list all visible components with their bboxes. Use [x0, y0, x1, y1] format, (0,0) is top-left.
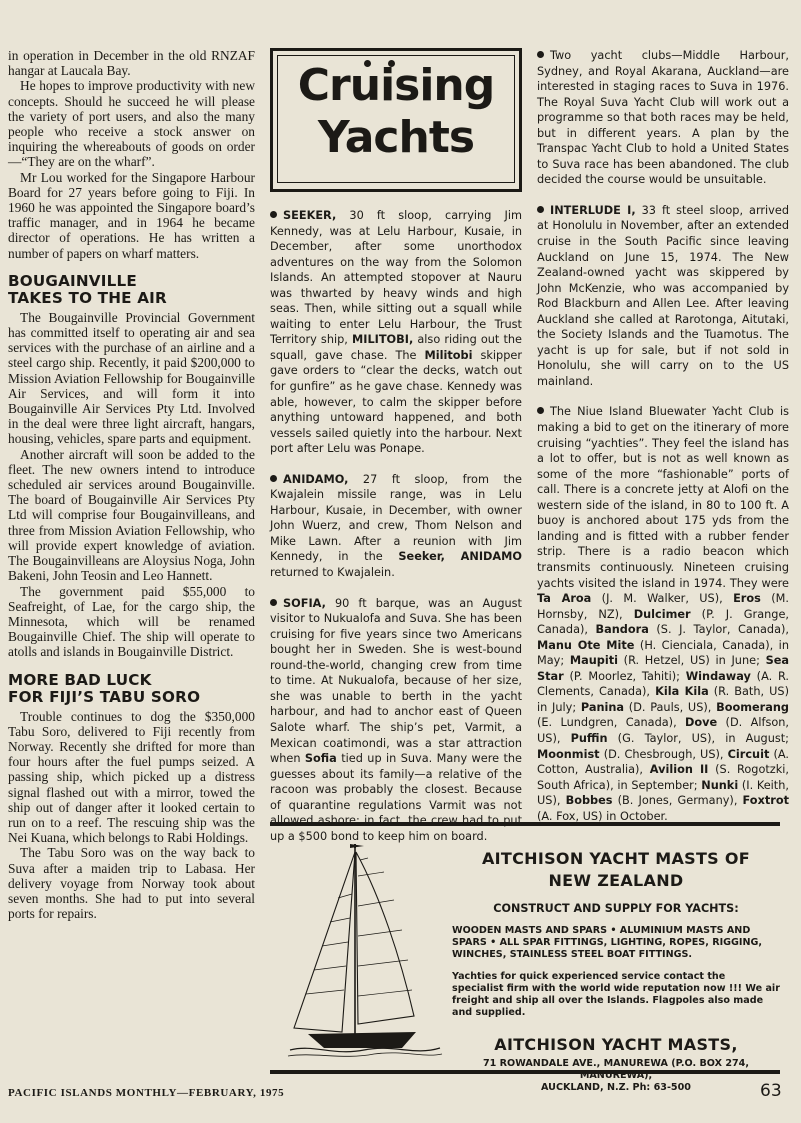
- yacht-name: Ta Aroa: [537, 592, 592, 606]
- ad-company-name: AITCHISON YACHT MASTS,: [494, 1035, 738, 1054]
- section-heading-tabu-soro: [8, 672, 255, 706]
- title-word-yachts: Yachts: [317, 112, 475, 163]
- ad-products: WOODEN MASTS AND SPARS • ALUMINIUM MASTS AND SPARS • ALL SPAR FITTINGS, LIGHTING, ROPES, RIGGING, WINCHES, STAINLESS STEEL BOAT FITTINGS.: [452, 925, 763, 960]
- publication-footer: PACIFIC ISLANDS MONTHLY—FEBRUARY, 1975: [8, 1087, 285, 1099]
- yacht-name: Moonmist: [537, 747, 600, 761]
- middle-column: [270, 48, 522, 844]
- paragraph: The Bougainville Provincial Government has committed itself to operating air and sea services with the purchase of an airline and a steel cargo ship. Recently, it paid $200,000 to Mission Aviation Fellowship for Bougainville Air Services, and will form it into Bougainville Air Services Pty Ltd. Involved in the deal were three light aircraft, hangars, housing, vehicles, spare parts and equipment.: [8, 309, 255, 447]
- ad-address: [452, 1058, 780, 1094]
- item-yacht-clubs: [537, 48, 789, 188]
- cruising-yachts-title-inner: [277, 55, 515, 183]
- yacht-name: Manu Ote Mite: [537, 638, 635, 652]
- paragraph: in operation in December in the old RNZAF hangar at Laucala Bay.: [8, 48, 255, 79]
- ad-title-line: NEW ZEALAND: [548, 871, 684, 890]
- yacht-name: Bandora: [595, 623, 649, 637]
- yacht-name: Kila Kila: [655, 685, 709, 699]
- ad-address-line: AUCKLAND, N.Z. Ph: 63-500: [541, 1082, 691, 1093]
- yacht-name: Sofia: [304, 752, 337, 766]
- item-text: (R. Hetzel, US) in June;: [617, 654, 766, 668]
- heading-line: MORE BAD LUCK: [8, 670, 152, 689]
- yacht-name: ANIDAMO: [460, 550, 523, 564]
- heading-line: TAKES TO THE AIR: [8, 288, 167, 307]
- item-text: (I. Keith, US),: [537, 778, 789, 808]
- page-number: 63: [760, 1081, 782, 1101]
- paragraph: The government paid $55,000 to Seafreight, of Lae, for the cargo ship, the Minnesota, which will be renamed Bougainville Chief. The ship will operate to atolls and islands in Bougainville District.: [8, 583, 255, 660]
- item-text: (G. Taylor, US), in August;: [607, 731, 789, 745]
- paragraph: Trouble continues to dog the $350,000 Tabu Soro, delivered to Fiji recently from Norway. Recently she drifted for more than four hours after the fuel pumps seized. A passing ship, which picked up a distress signal flashed out with a mirror, towed the ship out of danger after it looked certain to run on to a reef. The rescuing ship was the Nei Kuana, which belongs to Rabi Holdings.: [8, 708, 255, 846]
- item-text: (M. Hornsby, NZ),: [537, 592, 789, 621]
- item-anidamo: [270, 472, 522, 581]
- yacht-name: Panina: [580, 700, 625, 714]
- yacht-name: Circuit: [727, 747, 770, 761]
- bullet-icon: [270, 599, 277, 606]
- yacht-name: Boomerang: [716, 700, 789, 714]
- item-text: (S. Rogotzki, South Africa), in September;: [537, 763, 789, 792]
- yacht-name: Bobbes: [565, 794, 613, 808]
- paragraph: Mr Lou worked for the Singapore Harbour Board for 27 years before going to Fiji. In 1960 he was appointed the Singapore board’s traffic manager, and in 1964 he became director of operations. He has written a number of papers on wharf matters.: [8, 169, 255, 261]
- yacht-name: Dulcimer: [633, 607, 691, 621]
- item-text: (D. Alfson, US),: [537, 716, 789, 745]
- item-text: 27 ft sloop, from the Kwajalein missile range, was in Lelu Harbour, Kusaie, in December, with owner John Wuerz, and crew, Thom Nelson and Mike Lawn. After a reunion with Jim Kennedy, in the: [270, 472, 522, 564]
- yacht-name: Eros: [733, 592, 761, 606]
- ad-subtitle: CONSTRUCT AND SUPPLY FOR YACHTS:: [493, 902, 739, 915]
- yacht-name: Sea Star: [537, 654, 789, 683]
- item-text: also riding out the squall, gave chase. The: [270, 333, 523, 362]
- item-text: (H. Cienciala, Canada), in May;: [537, 638, 789, 668]
- heading-line: FOR FIJI’S TABU SORO: [8, 687, 201, 706]
- bullet-icon: [537, 407, 544, 414]
- item-text: (B. Jones, Germany),: [612, 794, 743, 808]
- item-text: (D. Pauls, US),: [624, 700, 717, 714]
- yacht-name: Puffin: [570, 731, 608, 745]
- bullet-icon: [270, 475, 277, 482]
- item-text: (A. Fox, US) in October.: [537, 809, 668, 823]
- item-text: tied up in Suva. Many were the guesses about its family—a relative of the racoon was probably the closest. Because of quarantine regulations Varmit was not allowed ashore; in fact, the crew had to put up a $500 bond to keep him on board.: [270, 752, 522, 843]
- item-niue: [537, 404, 789, 824]
- yacht-name: Windaway: [685, 669, 751, 683]
- section-heading-bougainville: [8, 273, 255, 307]
- yacht-name: ANIDAMO,: [283, 472, 349, 486]
- yacht-name: Militobi: [424, 348, 473, 362]
- ad-blurb: Yachties for quick experienced service contact the specialist firm with the world wide reputation now !!! We air freight and ship all over the Islands. Flagpoles also made and supplied.: [452, 971, 780, 1018]
- item-sofia: [270, 596, 522, 845]
- bullet-icon: [537, 206, 544, 213]
- item-text: 90 ft barque, was an August visitor to Nukualofa and Suva. She has been cruising for five years since two Americans bought her in Sweden. She is west-bound round-the-world, changing crew from time to time. At Nukualofa, because of her size, she was unable to berth in the yacht harbour, and had to anchor east of Queen Salote wharf. The ship’s pet, Varmit, a Mexican coatimondi, was a star attraction when: [270, 596, 522, 766]
- item-text: (E. Lundgren, Canada),: [537, 716, 686, 730]
- aitchison-advertisement: [270, 822, 780, 1093]
- bullet-icon: [537, 51, 544, 58]
- right-column: [537, 48, 789, 824]
- ad-title-line: AITCHISON YACHT MASTS OF: [481, 849, 751, 868]
- left-column: [8, 48, 255, 921]
- item-text: (R. Bath, US) in July;: [537, 685, 789, 714]
- item-text: Two yacht clubs—Middle Harbour, Sydney, and Royal Akarana, Auckland—are interested in staging races to Suva in 1976. The Royal Suva Yacht Club will work out a programme so that both races may be held, but in different years. A plan by the Transpac Yacht Club to hold a United States to Suva race has been abandoned. The club decided the course would be unsuitable.: [537, 49, 789, 187]
- ad-address-line: 71 ROWANDALE AVE., MANUREWA (P.O. BOX 274, MANUREWA),: [482, 1058, 750, 1081]
- yacht-name: Nunki: [701, 778, 739, 792]
- item-text: The Niue Island Bluewater Yacht Club is making a bid to get on the itinerary of more cruising “yachties”. They feel the island has a lot to offer, but is not as well known as some of the more “fashionable” ports of call. There is a concrete jetty at Alofi on the western side of the island, in 80 to 100 ft. A buoy is anchored about 175 yds from the landing and is fitted with a rubber fender strip. There is a radio beacon which transmits continuously. Nineteen cruising yachts visited the island in 1974. They were: [537, 405, 789, 590]
- item-text: (J. M. Walker, US),: [591, 592, 734, 606]
- item-text: [445, 550, 461, 563]
- item-text: (P. Moorlez, Tahiti);: [563, 669, 686, 683]
- item-text: (A. R. Clements, Canada),: [537, 669, 789, 699]
- item-seeker: [270, 208, 522, 457]
- yacht-name: MILITOBI,: [352, 333, 414, 347]
- ad-text-block: [452, 826, 780, 1094]
- yacht-name: INTERLUDE I,: [550, 203, 636, 217]
- item-text: (S. J. Taylor, Canada),: [648, 623, 789, 637]
- ad-title: [452, 848, 780, 892]
- cruising-yachts-title-box: [270, 48, 522, 192]
- paragraph: Another aircraft will soon be added to the fleet. The new owners intend to introduce scheduled air services around Bougainville. The board of Bougainville Air Services Pty Ltd will comprise four Bougainvilleans, and three from Mission Aviation Fellowship, who will provide expert knowledge of aviation. The Bougainvilleans are Aloysius Noga, John Bakeni, John Teosin and Leo Hannett.: [8, 446, 255, 584]
- paragraph: The Tabu Soro was on the way back to Suva after a maiden trip to Labasa. Her delivery voyage from Norway took about seven months. She had to put into several ports for repairs.: [8, 845, 255, 922]
- paragraph: He hopes to improve productivity with new concepts. Should he succeed he will please the variety of port users, and also the many people who receive a stock answer on inquiring the whereabouts of goods on order—“They are on the wharf”.: [8, 78, 255, 170]
- title-word-cruising: Cruising: [297, 60, 495, 111]
- item-text: returned to Kwajalein.: [270, 566, 395, 580]
- item-text: 30 ft sloop, carrying Jim Kennedy, was at Lelu Harbour, Kusaie, in December, after some unorthodox adventures on the way from the Solomon Islands. An attempted stopover at Nauru was thwarted by heavy winds and high seas. Then, while sitting out a squall while waiting to enter Lelu Harbour, the Trust Territory ship,: [270, 209, 522, 347]
- yacht-name: SEEKER,: [283, 209, 337, 222]
- item-text: (A. Cotton, Australia),: [537, 747, 789, 777]
- yacht-name: Seeker,: [398, 550, 445, 564]
- item-text: (D. Chesbrough, US),: [599, 747, 728, 761]
- yacht-name: Foxtrot: [742, 794, 789, 808]
- item-text: (P. J. Grange, Canada),: [537, 607, 789, 637]
- yacht-sail-icon: [284, 836, 444, 1060]
- item-text: skipper gave orders to “clear the decks, watch out for gunfire” as he gave chase. Kennedy was able, however, to calm the skipper before anything untoward happened, and both vessels sailed quietly into the harbour. Next port after Lelu was Ponape.: [270, 348, 522, 456]
- yacht-name: Dove: [685, 716, 718, 730]
- yacht-name: SOFIA,: [283, 596, 326, 610]
- item-text: 33 ft steel sloop, arrived at Honolulu in November, after an extended cruise in the South Pacific since leaving Auckland on June 15, 1974. The New Zealand-owned yacht was skippered by John McKenzie, who was accompanied by Rod Blackburn and Allen Lee. After leaving Auckland she called at Rarotonga, Aitutaki, the Society Islands and the Tuamotus. The yacht is up for sale, but if not sold in Honolulu, she will carry on to the US mainland.: [537, 203, 789, 388]
- yacht-name: Maupiti: [569, 654, 618, 668]
- item-interlude: [537, 203, 789, 390]
- bullet-icon: [270, 211, 277, 218]
- yacht-name: Avilion II: [649, 763, 709, 777]
- heading-line: BOUGAINVILLE: [8, 271, 137, 290]
